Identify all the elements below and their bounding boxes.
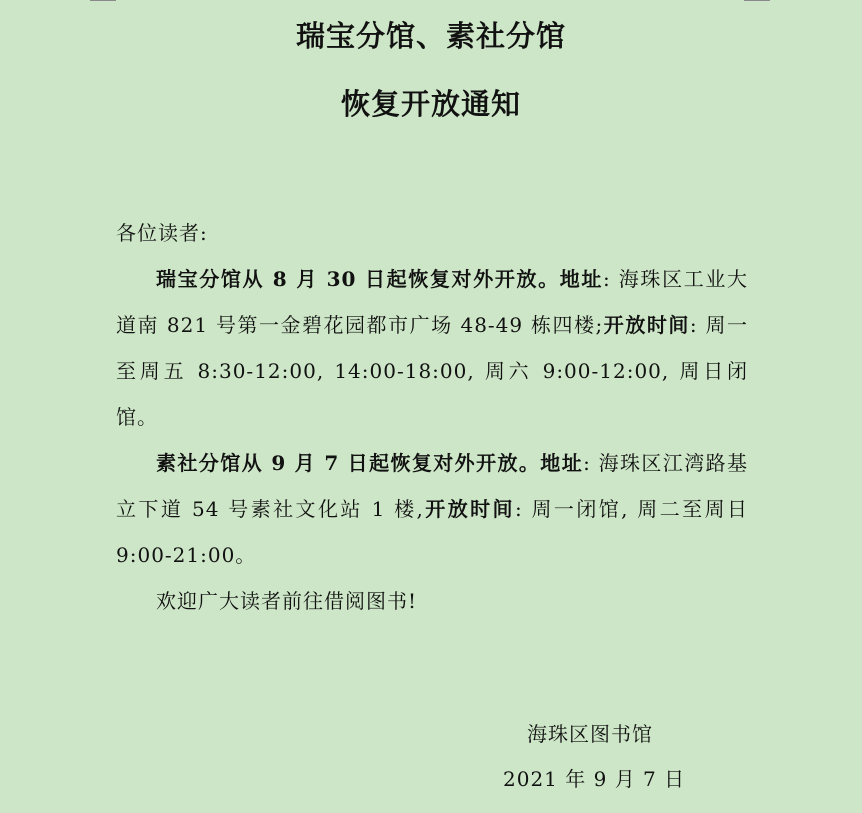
paragraph-ruibao-branch (116, 256, 748, 440)
notice-body (116, 210, 748, 624)
sushe-address-value: : 海珠区江湾路基立下道 54 号素社文化站 1 楼, (116, 451, 749, 521)
sushe-address-label: 地址 (540, 451, 584, 475)
sushe-hours-label: 开放时间 (423, 497, 515, 521)
ruibao-reopen-lead: 瑞宝分馆从 8 月 30 日起恢复对外开放。 (156, 267, 560, 291)
paragraph-sushe-branch (116, 440, 748, 578)
page-corner-mark-left (90, 0, 116, 1)
page-corner-mark-right (744, 0, 770, 1)
signature-organization: 海珠区图书馆 (527, 722, 653, 746)
signature-date: 2021 年 9 月 7 日 (503, 767, 686, 791)
ruibao-address-label: 地址 (559, 267, 604, 291)
ruibao-hours-label: 开放时间 (603, 313, 690, 337)
ruibao-hours-value: : 周一至周五 8:30-12:00, 14:00-18:00, 周六 9:00-12:00, 周日闭馆。 (116, 313, 748, 429)
notice-title-line-1: 瑞宝分馆、素社分馆 (295, 19, 566, 53)
notice-title-line-2: 恢复开放通知 (340, 87, 521, 121)
ruibao-address-value: : 海珠区工业大道南 821 号第一金碧花园都市广场 48-49 栋四楼; (116, 267, 748, 337)
sushe-reopen-lead: 素社分馆从 9 月 7 日起恢复对外开放。 (156, 451, 541, 475)
sushe-hours-value: : 周一闭馆, 周二至周日 9:00-21:00。 (116, 497, 748, 567)
salutation: 各位读者: (116, 221, 208, 245)
closing-line: 欢迎广大读者前往借阅图书! (156, 589, 418, 613)
